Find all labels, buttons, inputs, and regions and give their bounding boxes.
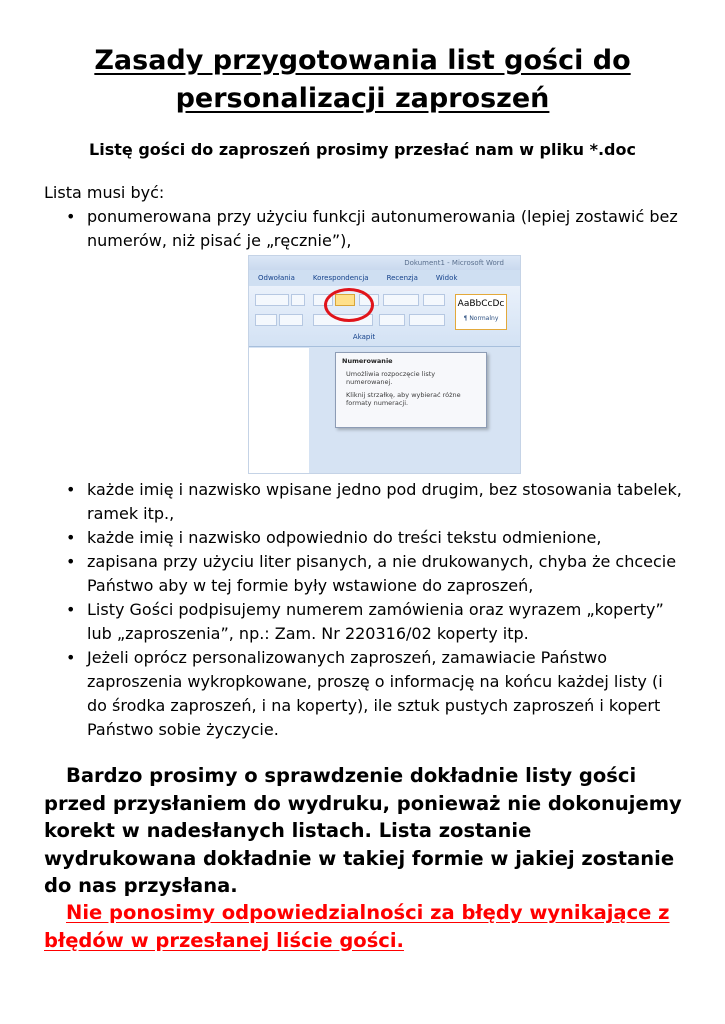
notice-paragraph: Bardzo prosimy o sprawdzenie dokładnie listy gości przed przysłaniem do wydruku, ponieważ nie dokonujemy korekt w nadesłanych listach. Lista zostanie wydrukowana dokładnie w takiej formie w jakiej zostanie do nas przysłana. bbox=[44, 764, 682, 897]
list-item: • każde imię i nazwisko wpisane jedno pod drugim, bez stosowania tabelek, ramek itp., bbox=[66, 480, 682, 523]
indent-icon bbox=[383, 294, 419, 306]
highlight-circle bbox=[324, 288, 374, 322]
warning-paragraph: Nie ponosimy odpowiedzialności za błędy wynikające z błędów w przesłanej liście gości. bbox=[44, 901, 670, 952]
ribbon-tabs bbox=[249, 270, 520, 286]
bullet-icon: • bbox=[66, 600, 76, 619]
bullet-icon: • bbox=[66, 207, 76, 226]
list-item: • Jeżeli oprócz personalizowanych zaproszeń, zamawiacie Państwo zaproszenia wykropkowane, proszę o informację na końcu każdej listy (i do środka zaproszeń, i na koperty), ile sztuk pustych zaproszeń i kopert Państwo sobie życzycie. bbox=[66, 648, 663, 739]
font-color-icon bbox=[279, 314, 303, 326]
highlight-icon bbox=[255, 314, 277, 326]
bullet-list-top bbox=[44, 205, 684, 253]
list-item: • zapisana przy użyciu liter pisanych, a nie drukowanych, chyba że chcecie Państwo aby w tej formie były wstawione do zaproszeń, bbox=[66, 552, 677, 595]
word-ribbon-screenshot bbox=[248, 255, 521, 474]
ribbon-panel bbox=[249, 286, 520, 347]
bullet-icon: • bbox=[66, 480, 76, 499]
font-grow-icon bbox=[255, 294, 289, 306]
window-title: Dokument1 - Microsoft Word bbox=[249, 256, 520, 270]
intro-text: Lista musi być: bbox=[44, 183, 165, 202]
group-label: Akapit bbox=[352, 333, 376, 341]
style-preview: AaBbCcDc ¶ Normalny bbox=[455, 294, 507, 330]
tab-odwolania: Odwołania bbox=[258, 274, 295, 282]
tab-korespondencja: Korespondencja bbox=[312, 274, 369, 282]
list-item: • ponumerowana przy użyciu funkcji autonumerowania (lepiej zostawić bez numerów, niż pisać je „ręcznie”), bbox=[66, 207, 678, 250]
pilcrow-icon bbox=[423, 294, 445, 306]
tab-recenzja: Recenzja bbox=[386, 274, 418, 282]
list-item: • każde imię i nazwisko odpowiednio do treści tekstu odmienione, bbox=[44, 526, 684, 550]
tab-widok: Widok bbox=[435, 274, 458, 282]
page-title: Zasady przygotowania list gości do personalizacji zaproszeń bbox=[94, 45, 631, 114]
bullet-icon: • bbox=[66, 648, 76, 667]
line-spacing-icon bbox=[379, 314, 405, 326]
borders-icon bbox=[409, 314, 445, 326]
subtitle: Listę gości do zaproszeń prosimy przesłać nam w pliku *.doc bbox=[89, 140, 636, 159]
clear-format-icon bbox=[291, 294, 305, 306]
bullet-list-bottom bbox=[44, 478, 684, 742]
bullet-icon: • bbox=[66, 528, 76, 547]
tooltip: Numerowanie Umożliwia rozpoczęcie listy numerowanej. Kliknij strzałkę, aby wybierać różne formaty numeracji. bbox=[335, 352, 487, 428]
bullet-icon: • bbox=[66, 552, 76, 571]
document-area bbox=[249, 348, 309, 474]
list-item: • Listy Gości podpisujemy numerem zamówienia oraz wyrazem „koperty” lub „zaproszenia”, np.: Zam. Nr 220316/02 koperty itp. bbox=[66, 600, 664, 643]
